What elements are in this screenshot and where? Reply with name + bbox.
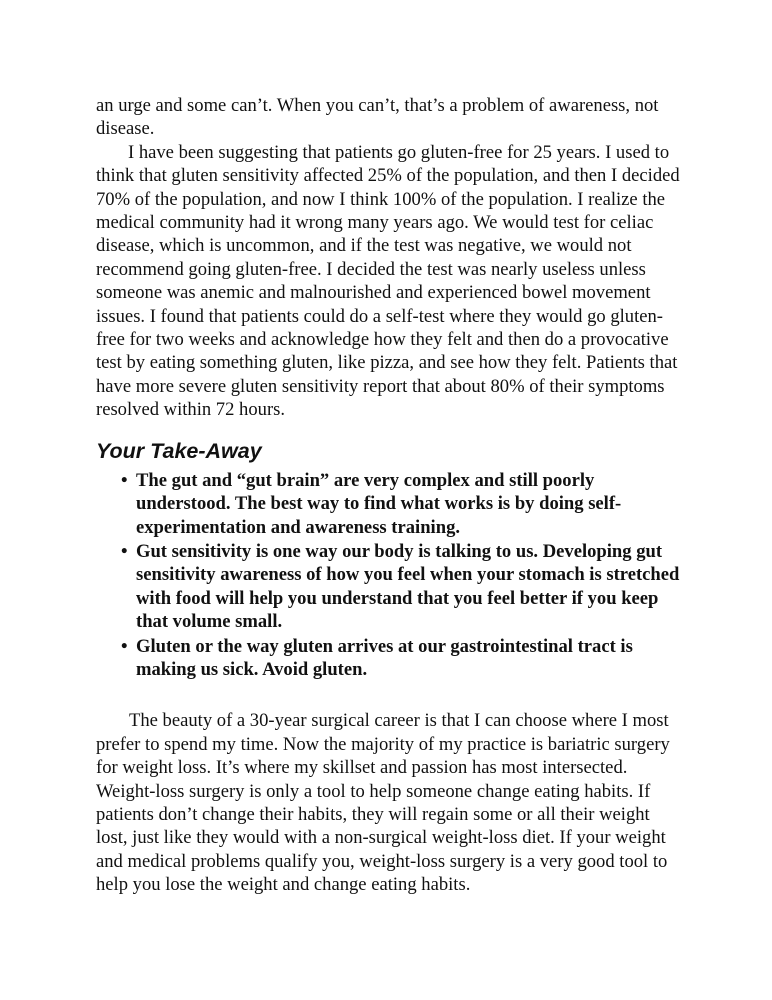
takeaway-list <box>96 469 681 682</box>
takeaway-item <box>96 469 681 539</box>
continuation-paragraph: an urge and some can’t. When you can’t, that’s a problem of awareness, not disease. <box>96 95 659 140</box>
bullet-icon: • <box>121 540 128 562</box>
bullet-icon: • <box>121 635 128 657</box>
takeaway-item-text: Gluten or the way gluten arrives at our gastrointestinal tract is making us sick. Avoid gluten. <box>136 635 633 680</box>
takeaway-item-text: Gut sensitivity is one way our body is talking to us. Developing gut sensitivity awareness of how you feel when your stomach is stretched with food will help you understand that you feel better if you keep that volume small. <box>136 540 680 633</box>
takeaway-heading: Your Take-Away <box>96 438 262 463</box>
gluten-paragraph: I have been suggesting that patients go gluten-free for 25 years. I used to think that gluten sensitivity affected 25% of the population, and then I decided 70% of the population, and now I think 100% of the population. I realize the medical community had it wrong many years ago. We would test for celiac disease, which is uncommon, and if the test was negative, we would not recommend going gluten-free. I decided the test was nearly useless unless someone was anemic and malnourished and experienced bowel movement issues. I found that patients could do a self-test where they would go gluten-free for two weeks and acknowledge how they felt and then do a provocative test by eating something gluten, like pizza, and see how they felt. Patients that have more severe gluten sensitivity report that about 80% of their symptoms resolved within 72 hours. <box>96 141 680 421</box>
section-spacer <box>96 682 681 709</box>
closing-paragraph: The beauty of a 30-year surgical career is that I can choose where I most prefer to spend my time. Now the majority of my practice is bariatric surgery for weight loss. It’s where my skillset and passion has most intersected. Weight-loss surgery is only a tool to help someone change eating habits. If patients don’t change their habits, they will regain some or all their weight lost, just like they would with a non-surgical weight-loss diet. If your weight and medical problems qualify you, weight-loss surgery is a very good tool to help you lose the weight and change eating habits. <box>96 710 670 896</box>
takeaway-item-text: The gut and “gut brain” are very complex and still poorly understood. The best way to find what works is by doing self-experimentation and awareness training. <box>136 469 622 538</box>
takeaway-item <box>96 540 681 634</box>
bullet-icon: • <box>121 469 128 491</box>
book-page <box>96 94 681 897</box>
takeaway-item <box>96 635 681 682</box>
